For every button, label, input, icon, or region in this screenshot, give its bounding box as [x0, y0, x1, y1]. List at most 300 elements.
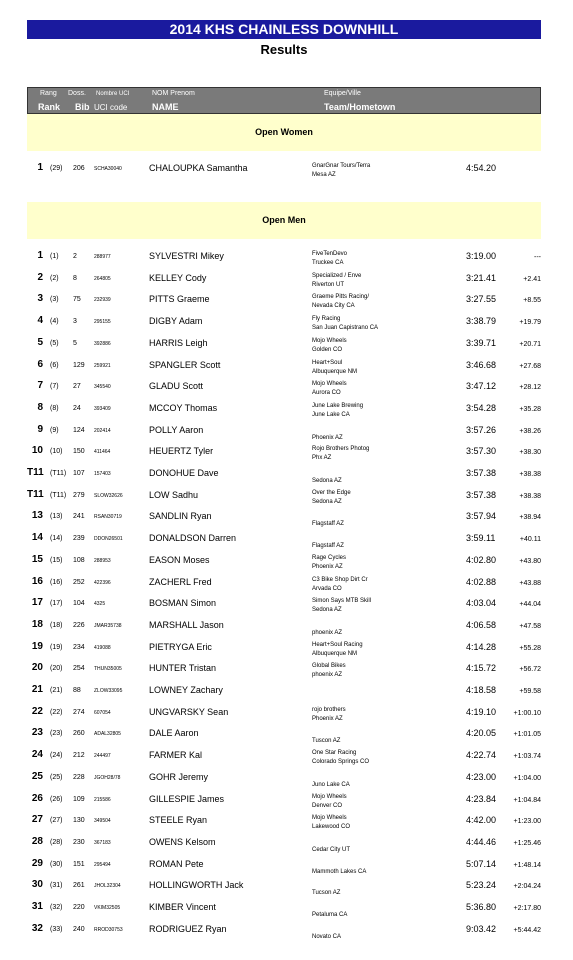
- bib-cell: 212: [73, 752, 85, 760]
- uci-code-cell: 349504: [94, 818, 111, 825]
- time-cell: 4:18.58: [466, 685, 497, 695]
- col-nom-prenom: NOM Prenom: [152, 90, 195, 97]
- time-cell: 9:03.42: [466, 923, 497, 934]
- team-cell: Mojo Wheels: [312, 793, 347, 800]
- rank-cell: 10: [31, 445, 43, 457]
- bib-cell: 220: [73, 904, 85, 911]
- result-row: [27, 293, 541, 313]
- uci-code-cell: JGOH28/78: [94, 774, 121, 781]
- result-row: [27, 272, 541, 292]
- hometown-cell: Sedona AZ: [312, 478, 342, 484]
- time-cell: 5:07.14: [466, 858, 497, 869]
- result-row: [27, 424, 541, 444]
- results-title: 2014 KHS CHAINLESS DOWNHILL: [27, 20, 541, 39]
- previous-rank-cell: (30): [50, 860, 63, 868]
- team-cell: Over the Edge: [312, 489, 351, 496]
- uci-code-cell: 411464: [94, 449, 111, 456]
- uci-code-cell: THUN35005: [94, 666, 122, 673]
- rank-cell: 32: [31, 922, 43, 934]
- rider-name-cell: KIMBER Vincent: [149, 902, 216, 912]
- hometown-cell: Mesa AZ: [312, 172, 336, 178]
- team-cell: Graeme Pitts Racing/: [312, 294, 370, 301]
- rider-name-cell: CHALOUPKA Samantha: [149, 163, 248, 173]
- uci-code-cell: RROD30753: [94, 926, 123, 933]
- bib-cell: 8: [73, 274, 77, 282]
- hometown-cell: Nevada City CA: [312, 303, 355, 310]
- rank-cell: T11: [27, 467, 44, 478]
- gap-cell: ---: [534, 254, 541, 261]
- result-row: [27, 467, 541, 487]
- rank-cell: 24: [31, 749, 43, 761]
- team-cell: Heart+Soul: [312, 359, 343, 366]
- hometown-cell: Truckee CA: [312, 260, 344, 266]
- rider-name-cell: HOLLINGWORTH Jack: [149, 880, 244, 891]
- hometown-cell: Phoenix AZ: [312, 434, 343, 441]
- hometown-cell: Lakewood CO: [312, 824, 351, 831]
- bib-cell: 151: [73, 860, 85, 868]
- time-cell: 4:19.10: [466, 706, 497, 717]
- hometown-cell: Phoenix AZ: [312, 715, 343, 722]
- result-row: [27, 749, 541, 769]
- time-cell: 3:19.00: [466, 251, 497, 261]
- gap-cell: +1:48.14: [513, 861, 541, 869]
- bib-cell: 240: [73, 925, 85, 933]
- gap-cell: +8.55: [523, 297, 541, 305]
- col-name: NAME: [152, 102, 179, 112]
- uci-code-cell: 244497: [94, 753, 111, 760]
- rank-cell: 13: [31, 510, 43, 522]
- time-cell: 3:57.38: [466, 468, 497, 478]
- time-cell: 3:21.41: [466, 272, 497, 283]
- rider-name-cell: UNGVARSKY Sean: [149, 706, 229, 717]
- previous-rank-cell: (22): [50, 708, 63, 716]
- hometown-cell: Novato CA: [312, 933, 342, 940]
- gap-cell: +43.88: [519, 579, 541, 587]
- result-row: [27, 619, 541, 639]
- rank-cell: 22: [31, 705, 43, 717]
- rank-cell: T11: [27, 488, 44, 500]
- rider-name-cell: STEELE Ryan: [149, 815, 208, 826]
- result-row: [27, 836, 541, 856]
- result-row: [27, 597, 541, 617]
- bib-cell: 109: [73, 795, 85, 803]
- gap-cell: +47.58: [519, 622, 541, 630]
- rank-cell: 6: [37, 358, 43, 370]
- hometown-cell: Sedona AZ: [312, 498, 342, 505]
- uci-code-cell: ZLOW33095: [94, 688, 123, 694]
- bib-cell: 124: [73, 426, 85, 434]
- rider-name-cell: GLADU Scott: [149, 381, 204, 392]
- gap-cell: +35.28: [519, 405, 541, 413]
- previous-rank-cell: (4): [50, 318, 59, 326]
- result-row: [27, 662, 541, 682]
- uci-code-cell: 288953: [94, 557, 111, 564]
- result-row: [27, 879, 541, 899]
- uci-code-cell: 215586: [94, 796, 111, 803]
- uci-code-cell: 607054: [94, 709, 111, 716]
- rider-name-cell: MARSHALL Jason: [149, 619, 224, 630]
- result-row: [27, 684, 541, 704]
- bib-cell: 274: [73, 708, 85, 716]
- hometown-cell: Arvada CO: [312, 585, 342, 592]
- rider-name-cell: ROMAN Pete: [149, 858, 204, 869]
- uci-code-cell: JMAR35738: [94, 622, 122, 629]
- result-row: [27, 162, 541, 182]
- previous-rank-cell: (28): [50, 838, 63, 846]
- previous-rank-cell: (2): [50, 274, 59, 282]
- rank-cell: 9: [37, 423, 43, 435]
- uci-code-cell: 264805: [94, 275, 111, 282]
- gap-cell: +1:04.00: [513, 774, 541, 782]
- uci-code-cell: VKIM32505: [94, 905, 121, 911]
- gap-cell: +38.30: [519, 449, 541, 457]
- bib-cell: 260: [73, 730, 85, 738]
- rider-name-cell: MCCOY Thomas: [149, 402, 218, 413]
- time-cell: 3:57.94: [466, 511, 497, 522]
- gap-cell: +2:17.80: [513, 905, 541, 912]
- result-row: [27, 554, 541, 574]
- rider-name-cell: SANDLIN Ryan: [149, 511, 212, 522]
- rider-name-cell: HEUERTZ Tyler: [149, 446, 214, 457]
- uci-code-cell: 157403: [94, 471, 111, 477]
- rank-cell: 26: [31, 792, 43, 804]
- result-row: [27, 402, 541, 422]
- result-row: [27, 814, 541, 834]
- time-cell: 4:23.00: [466, 771, 497, 782]
- rider-name-cell: HUNTER Tristan: [149, 663, 217, 674]
- previous-rank-cell: (18): [50, 621, 63, 629]
- result-row: [27, 706, 541, 726]
- bib-cell: 206: [73, 165, 85, 172]
- previous-rank-cell: (10): [50, 448, 63, 456]
- bib-cell: 150: [73, 448, 85, 456]
- team-cell: Mojo Wheels: [312, 815, 347, 822]
- hometown-cell: San Juan Capistrano CA: [312, 325, 379, 332]
- uci-code-cell: 367183: [94, 839, 111, 846]
- previous-rank-cell: (21): [50, 687, 63, 694]
- previous-rank-cell: (27): [50, 817, 63, 825]
- time-cell: 4:20.05: [466, 728, 497, 739]
- gap-cell: +38.38: [519, 471, 541, 478]
- result-row: [27, 576, 541, 596]
- rank-cell: 19: [31, 640, 43, 652]
- result-row: [27, 337, 541, 357]
- team-cell: rojo brothers: [312, 706, 346, 713]
- team-cell: C3 Bike Shop Dirt Cr: [312, 576, 368, 583]
- gap-cell: +28.12: [519, 384, 541, 392]
- gap-cell: +1:01.05: [513, 731, 541, 739]
- bib-cell: 75: [73, 296, 81, 304]
- uci-code-cell: 232939: [94, 297, 111, 304]
- rank-cell: 17: [31, 597, 43, 609]
- hometown-cell: Albuquerque NM: [312, 650, 358, 657]
- col-rang: Rang: [40, 90, 57, 97]
- rank-cell: 1: [37, 162, 43, 173]
- uci-code-cell: 345540: [94, 384, 111, 391]
- rank-cell: 25: [31, 770, 43, 782]
- time-cell: 3:57.38: [466, 489, 497, 500]
- time-cell: 3:47.12: [466, 381, 497, 392]
- rank-cell: 14: [31, 532, 43, 544]
- results-subtitle: Results: [260, 42, 308, 57]
- col-equipe: Equipe/Ville: [324, 90, 361, 97]
- gap-cell: +2:04.24: [513, 883, 541, 891]
- hometown-cell: Phx AZ: [312, 455, 332, 462]
- result-row: [27, 359, 541, 379]
- team-cell: FiveTenDevo: [312, 251, 348, 257]
- team-cell: GnarGnar Tours/Terra: [312, 163, 371, 169]
- time-cell: 3:27.55: [466, 294, 497, 305]
- table-header: [27, 87, 541, 114]
- bib-cell: 254: [73, 665, 85, 673]
- time-cell: 3:54.28: [466, 402, 497, 413]
- time-cell: 3:38.79: [466, 316, 497, 327]
- bib-cell: 279: [73, 491, 85, 499]
- previous-rank-cell: (32): [50, 904, 63, 911]
- rider-name-cell: FARMER Kal: [149, 750, 203, 761]
- bib-cell: 234: [73, 643, 85, 651]
- gap-cell: +44.04: [519, 601, 541, 609]
- gap-cell: +38.38: [519, 492, 541, 500]
- rider-name-cell: HARRIS Leigh: [149, 337, 208, 348]
- gap-cell: +43.80: [519, 557, 541, 565]
- rider-name-cell: LOW Sadhu: [149, 489, 199, 500]
- previous-rank-cell: (3): [50, 296, 59, 304]
- result-row: [27, 641, 541, 661]
- rank-cell: 18: [31, 618, 43, 630]
- hometown-cell: phoenix AZ: [312, 629, 343, 636]
- col-uci-fr: Nombre UCI: [96, 91, 130, 97]
- gap-cell: +55.28: [519, 644, 541, 652]
- result-row: [27, 445, 541, 465]
- gap-cell: +1:04.84: [513, 796, 541, 804]
- team-cell: Mojo Wheels: [312, 337, 347, 344]
- col-team: Team/Hometown: [324, 102, 396, 112]
- uci-code-cell: DDON26501: [94, 536, 123, 543]
- hometown-cell: Golden CO: [312, 346, 343, 353]
- result-row: [27, 250, 541, 270]
- time-cell: 4:02.88: [466, 576, 497, 587]
- hometown-cell: Tucson AZ: [312, 890, 341, 897]
- bib-cell: 27: [73, 383, 81, 391]
- team-cell: Specialized / Enve: [312, 272, 362, 279]
- uci-code-cell: SLOW32626: [94, 492, 123, 499]
- gap-cell: +27.68: [519, 362, 541, 370]
- previous-rank-cell: (17): [50, 600, 63, 608]
- bib-cell: 24: [73, 404, 81, 412]
- time-cell: 4:22.74: [466, 750, 497, 761]
- rank-cell: 7: [37, 380, 43, 392]
- hometown-cell: Mammoth Lakes CA: [312, 868, 367, 875]
- bib-cell: 108: [73, 556, 85, 564]
- gap-cell: +1:00.10: [513, 709, 541, 717]
- uci-code-cell: 419088: [94, 644, 111, 651]
- rider-name-cell: PITTS Graeme: [149, 294, 210, 305]
- team-cell: Simon Says MTB Skill: [312, 598, 372, 605]
- result-row: [27, 793, 541, 813]
- time-cell: 4:44.46: [466, 836, 497, 847]
- uci-code-cell: JHOL32304: [94, 883, 121, 890]
- hometown-cell: Denver CO: [312, 802, 343, 809]
- uci-code-cell: SCHA30040: [94, 166, 122, 172]
- team-cell: June Lake Brewing: [312, 402, 364, 409]
- previous-rank-cell: (26): [50, 795, 63, 803]
- uci-code-cell: 4325: [94, 601, 106, 608]
- previous-rank-cell: (T11): [50, 470, 67, 477]
- uci-code-cell: RSAN30719: [94, 514, 122, 521]
- hometown-cell: Flagstaff AZ: [312, 521, 344, 528]
- time-cell: 4:15.72: [466, 663, 497, 674]
- hometown-cell: Juno Lake CA: [312, 781, 350, 788]
- time-cell: 3:46.68: [466, 359, 497, 370]
- previous-rank-cell: (33): [50, 925, 63, 933]
- col-rank: Rank: [38, 102, 61, 112]
- uci-code-cell: 295494: [94, 861, 111, 868]
- bib-cell: 228: [73, 773, 85, 781]
- uci-code-cell: 295155: [94, 319, 111, 326]
- time-cell: 3:59.11: [466, 533, 496, 544]
- hometown-cell: Cedar City UT: [312, 846, 351, 853]
- time-cell: 5:23.24: [466, 880, 497, 891]
- gap-cell: +59.58: [519, 688, 541, 695]
- uci-code-cell: 259921: [94, 362, 111, 369]
- uci-code-cell: 393409: [94, 405, 111, 412]
- rank-cell: 2: [37, 271, 43, 283]
- gap-cell: +40.11: [519, 536, 541, 544]
- rank-cell: 15: [31, 553, 43, 565]
- bib-cell: 252: [73, 578, 85, 586]
- category-open-men: Open Men: [27, 202, 541, 239]
- previous-rank-cell: (5): [50, 339, 59, 347]
- gap-cell: +1:25.46: [513, 839, 541, 847]
- time-cell: 4:06.58: [466, 619, 497, 630]
- gap-cell: +5:44.42: [513, 926, 541, 934]
- result-row: [27, 380, 541, 400]
- result-row: [27, 727, 541, 747]
- rider-name-cell: DALE Aaron: [149, 728, 199, 739]
- time-cell: 5:36.80: [466, 902, 497, 912]
- previous-rank-cell: (20): [50, 665, 63, 673]
- hometown-cell: Tuscon AZ: [312, 738, 341, 745]
- rider-name-cell: DONALDSON Darren: [149, 533, 237, 544]
- previous-rank-cell: (29): [50, 165, 63, 172]
- bib-cell: 104: [73, 600, 85, 608]
- team-cell: Rage Cycles: [312, 554, 347, 561]
- previous-rank-cell: (T11): [50, 491, 67, 499]
- rank-cell: 28: [31, 835, 43, 847]
- rank-cell: 3: [37, 293, 43, 305]
- result-row: [27, 532, 541, 552]
- gap-cell: +38.26: [519, 427, 541, 435]
- time-cell: 4:42.00: [466, 815, 497, 826]
- previous-rank-cell: (23): [50, 730, 63, 738]
- previous-rank-cell: (8): [50, 404, 59, 412]
- result-row: [27, 315, 541, 335]
- result-row: [27, 771, 541, 791]
- hometown-cell: Flagstaff AZ: [312, 543, 344, 550]
- rider-name-cell: RODRIGUEZ Ryan: [149, 923, 227, 934]
- bib-cell: 2: [73, 253, 77, 260]
- hometown-cell: Petaluma CA: [312, 912, 348, 918]
- gap-cell: +38.94: [519, 514, 541, 522]
- col-bib: Bib: [75, 102, 90, 112]
- rank-cell: 5: [37, 336, 43, 348]
- bib-cell: 239: [73, 535, 85, 543]
- uci-code-cell: 392886: [94, 340, 111, 347]
- gap-cell: +19.79: [519, 319, 541, 327]
- rank-cell: 23: [31, 727, 43, 739]
- previous-rank-cell: (1): [50, 253, 59, 260]
- category-open-women: Open Women: [27, 114, 541, 151]
- bib-cell: 230: [73, 838, 85, 846]
- rider-name-cell: GOHR Jeremy: [149, 771, 209, 782]
- rider-name-cell: EASON Moses: [149, 554, 210, 565]
- rider-name-cell: OWENS Kelsom: [149, 836, 216, 847]
- team-cell: One Star Racing: [312, 750, 357, 757]
- time-cell: 4:03.04: [466, 598, 497, 609]
- uci-code-cell: 202414: [94, 427, 111, 434]
- uci-code-cell: ADAL32805: [94, 731, 121, 738]
- rank-cell: 4: [37, 315, 43, 327]
- team-cell: Fly Racing: [312, 316, 341, 323]
- rider-name-cell: KELLEY Cody: [149, 272, 207, 283]
- rider-name-cell: DIGBY Adam: [149, 316, 203, 327]
- rank-cell: 16: [31, 575, 43, 587]
- previous-rank-cell: (16): [50, 578, 63, 586]
- rank-cell: 27: [31, 814, 43, 826]
- team-cell: Rojo Brothers Photog: [312, 446, 370, 453]
- gap-cell: +20.71: [519, 340, 541, 348]
- previous-rank-cell: (24): [50, 752, 63, 760]
- hometown-cell: Phoenix AZ: [312, 563, 343, 570]
- col-doss: Doss.: [68, 90, 86, 97]
- rider-name-cell: SPANGLER Scott: [149, 359, 221, 370]
- previous-rank-cell: (25): [50, 773, 63, 781]
- result-row: [27, 510, 541, 530]
- rank-cell: 1: [37, 250, 43, 261]
- rider-name-cell: PIETRYGA Eric: [149, 641, 212, 652]
- hometown-cell: Albuquerque NM: [312, 368, 358, 375]
- bib-cell: 3: [73, 318, 77, 326]
- team-cell: Heart+Soul Racing: [312, 641, 363, 648]
- previous-rank-cell: (31): [50, 882, 63, 890]
- result-row: [27, 901, 541, 921]
- rank-cell: 29: [31, 857, 43, 869]
- previous-rank-cell: (14): [50, 535, 63, 543]
- rider-name-cell: SYLVESTRI Mikey: [149, 251, 224, 261]
- previous-rank-cell: (13): [50, 513, 63, 521]
- time-cell: 3:39.71: [466, 337, 497, 348]
- uci-code-cell: 422396: [94, 579, 111, 586]
- time-cell: 4:02.80: [466, 554, 497, 565]
- hometown-cell: June Lake CA: [312, 411, 350, 418]
- rank-cell: 21: [31, 684, 43, 695]
- uci-code-cell: 288977: [94, 254, 111, 260]
- hometown-cell: Colorado Springs CO: [312, 759, 370, 766]
- rider-name-cell: POLLY Aaron: [149, 424, 204, 435]
- previous-rank-cell: (6): [50, 361, 59, 369]
- hometown-cell: Sedona AZ: [312, 607, 342, 614]
- rider-name-cell: BOSMAN Simon: [149, 598, 217, 609]
- bib-cell: 5: [73, 339, 77, 347]
- previous-rank-cell: (9): [50, 426, 59, 434]
- time-cell: 4:54.20: [466, 163, 497, 173]
- previous-rank-cell: (7): [50, 383, 59, 391]
- rank-cell: 30: [31, 879, 43, 891]
- gap-cell: +1:23.00: [513, 818, 541, 826]
- gap-cell: +1:03.74: [513, 753, 541, 761]
- bib-cell: 241: [73, 513, 85, 521]
